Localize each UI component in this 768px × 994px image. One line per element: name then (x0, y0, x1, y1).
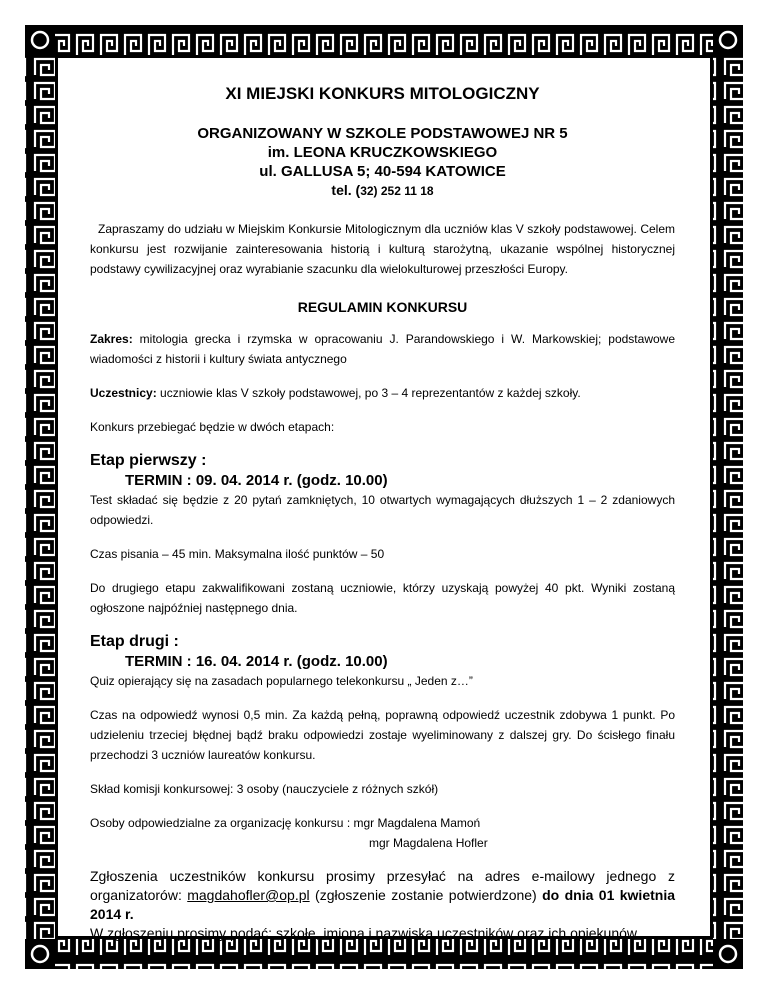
participants-text: uczniowie klas V szkoły podstawowej, po 3 – 4 reprezentantów z każdej szkoły. (156, 386, 581, 400)
intro-paragraph: Zapraszamy do udziału w Miejskim Konkursie Mitologicznym dla uczniów klas V szkoły podstawowej. Celem konkursu jest rozwijanie zainteresowania historią i kulturą starożytną, ukazanie wspólnej historycznej podstawy cywilizacyjnej oraz wyrabianie szacunku dla wielokulturowej przeszłości Europy. (90, 222, 675, 276)
phone-number: 32) 252 11 18 (360, 184, 434, 198)
rules-heading: REGULAMIN KONKURSU (297, 299, 468, 315)
stage2-date: TERMIN : 16. 04. 2014 r. (godz. 10.00) (125, 653, 388, 670)
stage1-qualification: Do drugiego etapu zakwalifikowani zostaną uczniowie, którzy uzyskają powyżej 40 pkt. Wyniki zostaną ogłoszone najpóźniej następnego dnia. (90, 581, 675, 615)
document-body (90, 82, 675, 943)
page-title: XI MIEJSKI KONKURS MITOLOGICZNY (225, 84, 540, 103)
registration-confirm: (zgłoszenie zostanie potwierdzone) (309, 887, 543, 903)
registration-paragraph (90, 867, 675, 943)
school-name: im. LEONA KRUCZKOWSKIEGO (267, 144, 498, 161)
registration-deadline: do dnia 01 kwietnia 2014 r. (90, 887, 676, 922)
email-link[interactable]: magdahofler@op.pl (187, 887, 310, 903)
registration-text: Zgłoszenia uczestników konkursu prosimy przesyłać na adres e-mailowy jednego z organizatorów: (90, 868, 675, 903)
scope-paragraph (90, 329, 675, 369)
stage2-quiz: Quiz opierający się na zasadach popularnego telekonkursu „ Jeden z…” (90, 674, 473, 688)
participants-label: Uczestnicy: (90, 386, 157, 400)
participants-paragraph (90, 383, 675, 403)
scope-label: Zakres: (90, 332, 133, 346)
scope-text: mitologia grecka i rzymska w opracowaniu J. Parandowskiego i W. Markowskiej; podstawowe wiadomości z historii i kultury świata antycznego (90, 332, 675, 366)
committee: Skład komisji konkursowej: 3 osoby (nauczyciele z różnych szkół) (90, 782, 439, 796)
stages-intro: Konkurs przebiegać będzie w dwóch etapach: (90, 420, 335, 434)
organizer-line: ORGANIZOWANY W SZKOLE PODSTAWOWEJ NR 5 (197, 125, 568, 142)
school-address: ul. GALLUSA 5; 40-594 KATOWICE (259, 163, 506, 180)
stage1-time: Czas pisania – 45 min. Maksymalna ilość punktów – 50 (90, 547, 385, 561)
registration-requirements: W zgłoszeniu prosimy podać: szkołę, imiona i nazwiska uczestników oraz ich opiekunów. (90, 925, 641, 941)
school-phone (90, 181, 675, 201)
phone-label: tel. ( (331, 182, 361, 198)
responsible-persons: Osoby odpowiedzialne za organizację konkursu : mgr Magdalena Mamoń (90, 816, 481, 830)
stage1-date: TERMIN : 09. 04. 2014 r. (godz. 10.00) (125, 472, 388, 489)
stage2-rules: Czas na odpowiedź wynosi 0,5 min. Za każdą pełną, poprawną odpowiedź uczestnik zdobywa 1 punkt. Po udzieleniu trzeciej błędnej bądź braku odpowiedzi zostaje wyeliminowany z dalszej gry. Do ścisłego finału przechodzi 3 uczniów laureatów konkursu. (90, 708, 675, 762)
stage1-test-description: Test składać się będzie z 20 pytań zamkniętych, 10 otwartych wymagających dłuższych 1 – 2 zdaniowych odpowiedzi. (90, 493, 675, 527)
stage2-heading: Etap drugi : (90, 633, 179, 650)
stage1-heading: Etap pierwszy : (90, 452, 207, 469)
responsible-person-second: mgr Magdalena Hofler (369, 836, 488, 850)
